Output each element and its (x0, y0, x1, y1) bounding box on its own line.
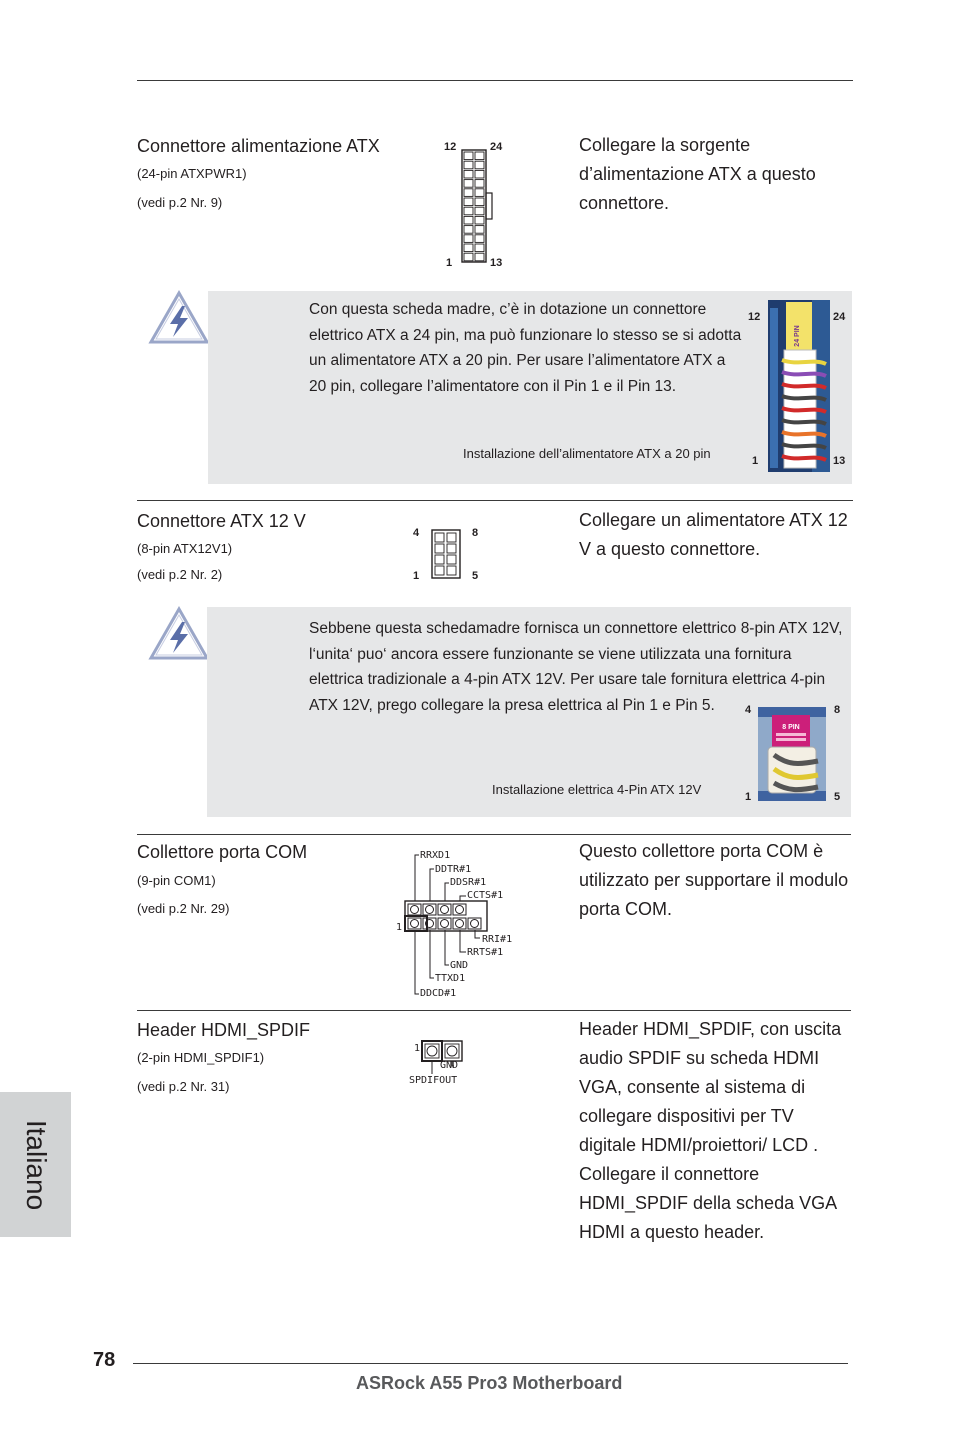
photo2-pin-1: 1 (745, 791, 752, 803)
photo1-pin-13: 13 (833, 455, 846, 467)
com-label-rrxd1: RRXD1 (420, 850, 451, 861)
atx-pin-cell (464, 198, 473, 206)
note-atx-power-caption: Installazione dell’alimentatore ATX a 20 pin (463, 446, 711, 461)
warning-icon (148, 606, 210, 662)
com-label-rrts1: RRTS#1 (467, 947, 504, 958)
atx-pin-cell (475, 235, 484, 243)
photo1-pin-12: 12 (748, 311, 761, 323)
photo2-label: 8 PIN (782, 724, 800, 731)
atx12v-4pin-installation-photo (758, 707, 826, 801)
atx-pin-cell (475, 216, 484, 224)
photo1-pin-24: 24 (833, 311, 846, 323)
atx-pin-cell (464, 253, 473, 261)
section-rule (137, 1010, 851, 1011)
photo2-pin-8: 8 (834, 704, 841, 716)
hdmi-spdif-title: Header HDMI_SPDIF (137, 1020, 311, 1040)
atx-pin-cell (475, 189, 484, 197)
com-ref: (vedi p.2 Nr. 29) (137, 901, 230, 916)
hdmi-spdif-description: Header HDMI_SPDIF, con uscita audio SPDIF su scheda HDMI VGA, consente al sistema di collegare dispositivi per TV digitale HDMI/proiettori/ LCD . Collegare il connettore HDMI_SPDIF della scheda VGA HDMI a questo header. (579, 1019, 842, 1242)
atx-pin-cell (475, 198, 484, 206)
com-label-rri: RRI#1 (482, 934, 513, 945)
section-rule (137, 834, 851, 835)
hdmi-spdif-ref: (vedi p.2 Nr. 31) (137, 1079, 230, 1094)
com-label-pin1: 1 (396, 922, 403, 933)
language-side-tab-label: Italiano (20, 1119, 52, 1210)
page-number: 78 (93, 1349, 116, 1371)
atx-power-pin-24: 24 (490, 141, 503, 153)
atx-pin-cell (475, 253, 484, 261)
photo1-pin-1: 1 (752, 455, 759, 467)
atx-pin-cell (464, 180, 473, 188)
hdmi-spdif-label-spdifout: SPDIFOUT (409, 1075, 458, 1086)
atx12v-pin-4: 4 (413, 527, 420, 539)
com-label-ccts1: CCTS#1 (467, 890, 504, 901)
note-atx-power-text: Con questa scheda madre, c’è in dotazione un connettore elettrico ATX a 24 pin, ma può funzionare lo stesso se si adotta un alimentatore ATX a 20 pin. Per usare l’alimentatore ATX a 20 pin, collegare l’alimentatore con il Pin 1 e il Pin 13. (309, 301, 742, 395)
com-label-gnd: GND (450, 960, 469, 971)
atx-power-title: Connettore alimentazione ATX (137, 136, 380, 156)
atx12v-pin-1: 1 (413, 570, 420, 582)
atx-power-description: Collegare la sorgente d’alimentazione ATX a questo connettore. (579, 135, 816, 213)
atx-pin-cell (464, 170, 473, 178)
atx12v-pin-5: 5 (472, 570, 479, 582)
atx-pin-cell (464, 161, 473, 169)
atx-pin-cell (475, 152, 484, 160)
atx-pin-cell (464, 235, 473, 243)
atx12v-pin-8: 8 (472, 527, 479, 539)
com-label-ddcd1: DDCD#1 (420, 988, 457, 999)
hdmi-spdif-label-pin1: 1 (414, 1043, 421, 1054)
hdmi-spdif-label-gnd: GND (440, 1060, 459, 1071)
atx12v-8pin-connector-diagram (430, 528, 462, 580)
hdmi-spdif-pin-info: (2-pin HDMI_SPDIF1) (137, 1050, 265, 1065)
atx12v-title: Connettore ATX 12 V (137, 511, 306, 531)
atx-pin-cell (475, 161, 484, 169)
atx-pin-cell (464, 226, 473, 234)
atx-pin-cell (464, 216, 473, 224)
atx12v-ref: (vedi p.2 Nr. 2) (137, 567, 223, 582)
com-label-ttxd1: TTXD1 (435, 973, 466, 984)
atx-20pin-installation-photo (768, 300, 830, 472)
com-pin-info: (9-pin COM1) (137, 873, 216, 888)
note-atx12v-text: Sebbene questa schedamadre fornisca un connettore elettrico 8-pin ATX 12V, l‘unita‘ puo‘ ancora essere funzionante se viene utilizzata una fornitura elettrica tradizionale a 4-pin ATX 12V. Per usare tale fornitura elettrica 4-pin ATX 12V, prego collegare la presa elettrica al Pin 1 e Pin 5. (309, 620, 843, 714)
atx-power-pin-12: 12 (444, 141, 457, 153)
com-label-ddtr1: DDTR#1 (435, 864, 472, 875)
atx-pin-cell (475, 226, 484, 234)
atx-24pin-connector-diagram (460, 148, 496, 268)
atx-power-ref: (vedi p.2 Nr. 9) (137, 195, 223, 210)
atx-pin-cell (464, 244, 473, 252)
atx-power-pin-1: 1 (446, 257, 453, 269)
atx-pin-cell (464, 189, 473, 197)
atx-power-pin-info: (24-pin ATXPWR1) (137, 166, 247, 181)
com-label-ddsr1: DDSR#1 (450, 877, 487, 888)
com-description: Questo collettore porta COM è utilizzato per supportare il modulo porta COM. (579, 841, 849, 919)
language-side-tab (0, 1092, 71, 1237)
com-title: Collettore porta COM (137, 842, 308, 862)
note-atx12v-caption: Installazione elettrica 4-Pin ATX 12V (492, 782, 702, 797)
photo2-pin-4: 4 (745, 704, 752, 716)
footer-product-name: ASRock A55 Pro3 Motherboard (356, 1373, 623, 1393)
atx-pin-cell (464, 152, 473, 160)
atx-power-pin-13: 13 (490, 257, 503, 269)
warning-icon (148, 290, 210, 346)
hdmi-spdif-header-diagram (418, 1038, 466, 1078)
section-rule (137, 500, 853, 501)
photo1-label: 24 PIN (794, 325, 801, 347)
top-rule (137, 80, 853, 81)
atx-pin-cell (475, 244, 484, 252)
atx12v-description: Collegare un alimentatore ATX 12 V a questo connettore. (579, 510, 848, 559)
atx-pin-cell (475, 180, 484, 188)
footer-rule (133, 1363, 848, 1364)
photo2-pin-5: 5 (834, 791, 841, 803)
atx-pin-cell (464, 207, 473, 215)
atx-pin-cell (475, 207, 484, 215)
atx12v-pin-info: (8-pin ATX12V1) (137, 541, 233, 556)
atx-pin-cell (475, 170, 484, 178)
